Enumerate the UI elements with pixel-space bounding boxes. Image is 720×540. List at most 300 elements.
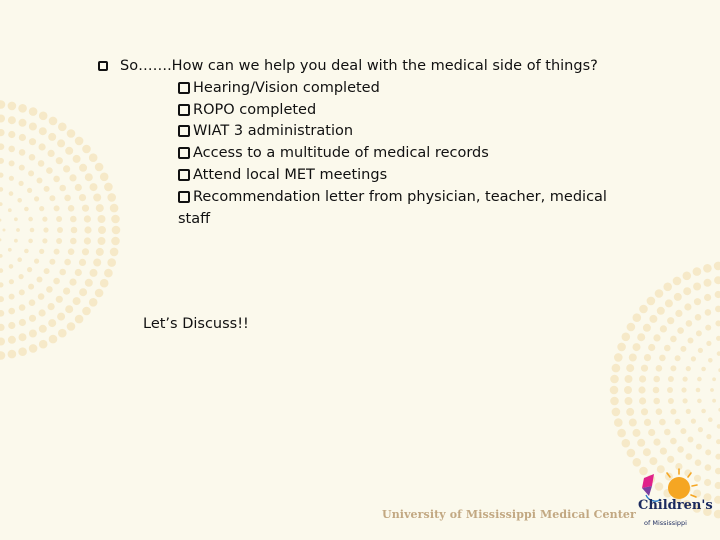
decorative-dot: [617, 429, 626, 438]
decorative-dot: [49, 335, 58, 344]
decorative-dot: [625, 397, 633, 405]
decorative-dot: [19, 333, 27, 341]
decorative-dot: [697, 377, 702, 382]
decorative-dot: [639, 375, 646, 382]
decorative-dot: [84, 215, 91, 222]
decorative-dot: [85, 279, 93, 287]
decorative-dot: [110, 248, 119, 257]
decorative-dot: [29, 107, 38, 116]
decorative-dot: [70, 238, 77, 245]
decorative-dot: [683, 377, 688, 382]
decorative-dot: [29, 138, 36, 145]
sub-bullet-item: [178, 121, 698, 143]
decorative-dot: [695, 314, 702, 321]
decorative-dot: [644, 354, 651, 361]
decorative-dot: [643, 448, 651, 456]
decorative-dot: [19, 319, 26, 326]
decorative-dot: [664, 345, 671, 352]
sub-bullet-text: Attend local MET meetings: [193, 166, 388, 183]
decorative-dot: [16, 228, 20, 232]
decorative-dot: [647, 297, 656, 306]
decorative-dot: [675, 355, 681, 361]
decorative-dot: [8, 336, 16, 344]
decorative-dot: [58, 329, 67, 338]
decorative-dot: [19, 134, 26, 141]
decorative-dot: [9, 279, 14, 284]
decorative-dot: [667, 387, 673, 393]
decorative-dot: [82, 248, 89, 255]
decorative-dot: [29, 344, 38, 353]
decorative-dot: [705, 309, 712, 316]
decorative-dot: [100, 279, 109, 288]
decorative-dot: [79, 259, 86, 266]
bullet-content: [98, 56, 698, 230]
decorative-dot: [686, 366, 691, 371]
decorative-dot: [637, 333, 645, 341]
decorative-dot: [0, 310, 4, 317]
decorative-dot: [57, 139, 65, 147]
decorative-dot: [28, 284, 34, 290]
decorative-dot: [9, 294, 15, 300]
decorative-dot: [667, 317, 674, 324]
decorative-dot: [44, 268, 50, 274]
decorative-dot: [633, 429, 641, 437]
decorative-dot: [633, 458, 642, 467]
decorative-dot: [664, 429, 671, 436]
decorative-dot: [63, 165, 70, 172]
decorative-dot: [18, 104, 27, 113]
decorative-dot: [655, 289, 664, 298]
checkbox-bullet-icon: [178, 191, 190, 203]
decorative-dot: [49, 195, 55, 201]
decorative-dot: [107, 258, 116, 267]
decorative-dot: [67, 322, 76, 331]
decorative-dot: [648, 344, 655, 351]
decorative-dot: [9, 191, 14, 196]
decorative-dot: [67, 129, 76, 138]
decorative-dot: [28, 239, 33, 244]
decorative-dot: [637, 439, 645, 447]
decorative-dot: [683, 272, 692, 281]
decorative-dot: [633, 313, 642, 322]
decorative-dot: [670, 365, 676, 371]
decorative-dot: [653, 398, 660, 405]
decorative-dot: [19, 119, 27, 127]
institution-footer-text: University of Mississippi Medical Center: [382, 508, 636, 521]
decorative-dot: [626, 408, 634, 416]
decorative-dot: [680, 346, 686, 352]
decorative-dot: [625, 375, 633, 383]
decorative-dot: [693, 283, 701, 291]
decorative-dot: [85, 173, 93, 181]
decorative-dot: [69, 174, 76, 181]
sub-bullet-text: Hearing/Vision completed: [193, 79, 380, 96]
decorative-dot: [89, 153, 98, 162]
sub-bullet-item: [178, 78, 698, 100]
decorative-dot: [663, 283, 672, 292]
decorative-dot: [39, 340, 48, 349]
decorative-dot: [3, 229, 6, 232]
decorative-dot: [65, 305, 73, 313]
decorative-dot: [0, 282, 3, 287]
decorative-dot: [38, 293, 45, 300]
decorative-dot: [629, 419, 637, 427]
decorative-dot: [82, 145, 91, 154]
decorative-dot: [657, 307, 665, 315]
decorative-dot: [670, 409, 676, 415]
decorative-dot: [56, 296, 63, 303]
decorative-dot: [0, 296, 4, 302]
decorative-dot: [694, 298, 701, 305]
decorative-dot: [670, 438, 677, 445]
decorative-dot: [610, 375, 619, 384]
decorative-dot: [696, 444, 702, 450]
decorative-dot: [681, 387, 686, 392]
decorative-dot: [0, 187, 3, 192]
decorative-dot: [706, 341, 711, 346]
childrens-of-mississippi-logo: [630, 468, 720, 540]
decorative-dot: [48, 303, 55, 310]
decorative-dot: [688, 338, 694, 344]
decorative-dot: [39, 309, 46, 316]
decorative-dot: [686, 320, 693, 327]
decorative-dot: [0, 143, 4, 150]
decorative-dot: [34, 196, 39, 201]
decorative-dot: [648, 429, 655, 436]
decorative-dot: [710, 388, 714, 392]
decorative-dot: [715, 454, 720, 460]
decorative-dot: [9, 264, 14, 269]
main-bullet: [98, 56, 698, 78]
decorative-dot: [37, 178, 43, 184]
decorative-dot: [58, 123, 67, 132]
decorative-dot: [610, 386, 619, 395]
decorative-dot: [643, 324, 651, 332]
decorative-dot: [0, 238, 1, 241]
decorative-dot: [0, 202, 3, 206]
sub-bullet-item: [178, 165, 698, 187]
decorative-dot: [656, 408, 663, 415]
decorative-dot: [673, 277, 682, 286]
decorative-dot: [0, 129, 5, 136]
decorative-dot: [75, 315, 84, 324]
decorative-dot: [626, 364, 634, 372]
decorative-dot: [677, 446, 684, 453]
decorative-dot: [0, 158, 4, 164]
decorative-dot: [691, 356, 696, 361]
decorative-dot: [622, 439, 631, 448]
decorative-dot: [17, 257, 22, 262]
decorative-dot: [19, 304, 26, 311]
decorative-dot: [0, 100, 5, 109]
sub-bullet-list: [178, 78, 698, 209]
decorative-dot: [8, 322, 15, 329]
decorative-dot: [716, 336, 720, 341]
decorative-dot: [641, 365, 648, 372]
decorative-dot: [0, 254, 3, 258]
decorative-dot: [98, 237, 106, 245]
decorative-dot: [104, 269, 113, 278]
decorative-dot: [659, 419, 666, 426]
decorative-dot: [614, 418, 623, 427]
decorative-dot: [714, 262, 720, 271]
decorative-dot: [653, 334, 660, 341]
decorative-dot: [48, 133, 56, 141]
decorative-dot: [659, 355, 666, 362]
decorative-dot: [79, 194, 86, 201]
decorative-dot: [691, 419, 696, 424]
decorative-dot: [660, 448, 667, 455]
decorative-dot: [70, 216, 77, 223]
decorative-dot: [9, 176, 14, 181]
decorative-dot: [8, 248, 12, 252]
decorative-dot: [714, 276, 720, 284]
checkbox-bullet-icon: [178, 147, 190, 159]
decorative-dot: [49, 259, 55, 265]
sub-bullet-text: ROPO completed: [193, 101, 317, 118]
checkbox-bullet-icon: [98, 61, 108, 71]
decorative-dot: [54, 205, 60, 211]
decorative-dot: [677, 327, 684, 334]
decorative-dot: [612, 364, 621, 373]
decorative-dot: [9, 160, 15, 166]
decorative-dot: [90, 183, 98, 191]
decorative-dot: [79, 164, 87, 172]
decorative-dot: [89, 298, 98, 307]
decorative-dot: [668, 398, 674, 404]
decorative-dot: [19, 289, 25, 295]
decorative-dot: [14, 217, 18, 221]
decorative-dot: [649, 457, 657, 465]
decorative-dot: [27, 267, 32, 272]
decorative-dot: [68, 205, 75, 212]
decorative-dot: [38, 160, 45, 167]
decorative-dot: [37, 277, 43, 283]
decorative-dot: [698, 427, 703, 432]
decorative-dot: [704, 279, 712, 287]
decorative-dot: [665, 299, 673, 307]
checkbox-bullet-icon: [178, 125, 190, 137]
decorative-dot: [670, 336, 677, 343]
decorative-dot: [622, 333, 631, 342]
decorative-dot: [19, 165, 25, 171]
decorative-dot: [8, 131, 15, 138]
decorative-dot: [8, 116, 16, 124]
decorative-dot: [18, 347, 27, 356]
decorative-dot: [627, 323, 636, 332]
decorative-dot: [96, 248, 104, 256]
decorative-dot: [56, 238, 62, 244]
decorative-dot: [688, 437, 694, 443]
main-bullet-text: So…….How can we help you deal with the medical side of things?: [120, 58, 598, 74]
decorative-dot: [69, 279, 76, 286]
decorative-dot: [697, 399, 702, 404]
decorative-dot: [653, 439, 660, 446]
decorative-dot: [19, 149, 26, 156]
decorative-dot: [656, 365, 663, 372]
decorative-dot: [56, 157, 63, 164]
decorative-dot: [698, 348, 703, 353]
decorative-dot: [715, 291, 720, 298]
decorative-dot: [46, 167, 53, 174]
decorative-dot: [667, 456, 674, 463]
decorative-dot: [39, 325, 47, 333]
sub-bullet-continuation: staff: [178, 210, 211, 227]
decorative-dot: [617, 343, 626, 352]
checkbox-bullet-icon: [178, 169, 190, 181]
decorative-dot: [708, 358, 713, 363]
decorative-dot: [95, 289, 104, 298]
decorative-dot: [680, 428, 686, 434]
decorative-dot: [73, 297, 81, 305]
sub-bullet-text: Access to a multitude of medical records: [193, 145, 489, 162]
decorative-dot: [612, 408, 621, 417]
decorative-dot: [0, 115, 5, 123]
decorative-dot: [19, 274, 24, 279]
decorative-dot: [0, 351, 5, 360]
decorative-dot: [8, 102, 17, 111]
decorative-dot: [93, 259, 101, 267]
decorative-dot: [14, 239, 18, 243]
decorative-dot: [701, 409, 706, 414]
decorative-dot: [716, 439, 720, 444]
decorative-dot: [8, 146, 15, 153]
decorative-dot: [28, 170, 34, 176]
decorative-dot: [68, 248, 75, 255]
logo-subtitle: of Mississippi: [644, 519, 687, 527]
decorative-dot: [39, 143, 46, 150]
decorative-dot: [90, 269, 98, 277]
decorative-dot: [686, 453, 693, 460]
decorative-dot: [29, 154, 36, 161]
decorative-dot: [0, 324, 5, 331]
decorative-dot: [674, 293, 682, 301]
decorative-dot: [653, 387, 660, 394]
decorative-dot: [0, 219, 1, 222]
decorative-dot: [675, 310, 682, 317]
discuss-text: Let’s Discuss!!: [143, 316, 249, 332]
sub-bullet-text: Recommendation letter from physician, teacher, medical: [193, 188, 607, 205]
decorative-dot: [54, 249, 60, 255]
decorative-dot: [75, 269, 82, 276]
decorative-dot: [29, 299, 36, 306]
sub-bullet-item: [178, 100, 698, 122]
decorative-dot: [641, 408, 648, 415]
decorative-dot: [660, 325, 667, 332]
decorative-dot: [39, 249, 44, 254]
decorative-dot: [27, 188, 32, 193]
decorative-dot: [624, 386, 632, 394]
decorative-dot: [34, 259, 39, 264]
decorative-dot: [63, 288, 70, 295]
decorative-dot: [42, 238, 47, 243]
decorative-dot: [53, 278, 60, 285]
decorative-dot: [44, 186, 50, 192]
decorative-dot: [8, 208, 12, 212]
decorative-dot: [649, 315, 657, 323]
decorative-dot: [708, 417, 713, 422]
decorative-dot: [48, 319, 56, 327]
decorative-dot: [64, 195, 71, 202]
decorative-dot: [696, 388, 701, 393]
checkbox-bullet-icon: [178, 104, 190, 116]
decorative-dot: [629, 354, 637, 362]
decorative-dot: [703, 264, 712, 273]
decorative-dot: [8, 350, 17, 359]
decorative-dot: [715, 320, 720, 326]
decorative-dot: [53, 176, 60, 183]
decorative-dot: [30, 228, 35, 233]
decorative-dot: [693, 267, 702, 276]
decorative-dot: [29, 123, 37, 131]
decorative-dot: [639, 305, 648, 314]
decorative-dot: [82, 307, 91, 316]
decorative-dot: [17, 198, 22, 203]
decorative-dot: [43, 227, 48, 232]
decorative-dot: [705, 449, 711, 455]
decorative-dot: [59, 185, 66, 192]
decorative-dot: [686, 409, 691, 414]
decorative-dot: [668, 376, 674, 382]
decorative-dot: [706, 434, 711, 439]
decorative-dot: [627, 449, 636, 458]
decorative-dot: [29, 315, 36, 322]
decorative-dot: [48, 150, 55, 157]
decorative-dot: [696, 330, 702, 336]
decorative-dot: [75, 137, 84, 146]
checkbox-bullet-icon: [178, 82, 190, 94]
decorative-dot: [614, 353, 623, 362]
decorative-dot: [29, 330, 37, 338]
decorative-dot: [638, 386, 645, 393]
decorative-dot: [39, 112, 48, 121]
decorative-dot: [683, 398, 688, 403]
decorative-dot: [675, 419, 681, 425]
decorative-dot: [653, 376, 660, 383]
decorative-dot: [49, 117, 58, 126]
decorative-dot: [19, 181, 24, 186]
decorative-dot: [712, 377, 716, 381]
decorative-dot: [56, 216, 62, 222]
decorative-dot: [633, 343, 641, 351]
decorative-dot: [0, 173, 3, 178]
decorative-dot: [84, 226, 91, 233]
decorative-dot: [39, 127, 47, 135]
decorative-dot: [59, 269, 66, 276]
logo-wordmark: Children's: [638, 498, 713, 513]
decorative-dot: [8, 308, 15, 315]
decorative-dot: [705, 325, 711, 331]
decorative-dot: [610, 397, 619, 406]
decorative-dot: [715, 306, 720, 313]
decorative-dot: [82, 205, 89, 212]
decorative-dot: [684, 303, 691, 310]
decorative-dot: [683, 287, 691, 295]
decorative-dot: [701, 367, 706, 372]
decorative-dot: [704, 294, 711, 301]
decorative-dot: [75, 184, 82, 191]
decorative-dot: [712, 399, 716, 403]
decorative-dot: [71, 227, 78, 234]
sub-bullet-text: WIAT 3 administration: [193, 123, 354, 140]
decorative-dot: [42, 217, 47, 222]
sub-bullet-item: [178, 187, 698, 209]
decorative-dot: [0, 338, 5, 346]
decorative-dot: [111, 237, 120, 246]
decorative-dot: [0, 268, 3, 273]
decorative-dot: [46, 286, 53, 293]
decorative-dot: [639, 397, 646, 404]
